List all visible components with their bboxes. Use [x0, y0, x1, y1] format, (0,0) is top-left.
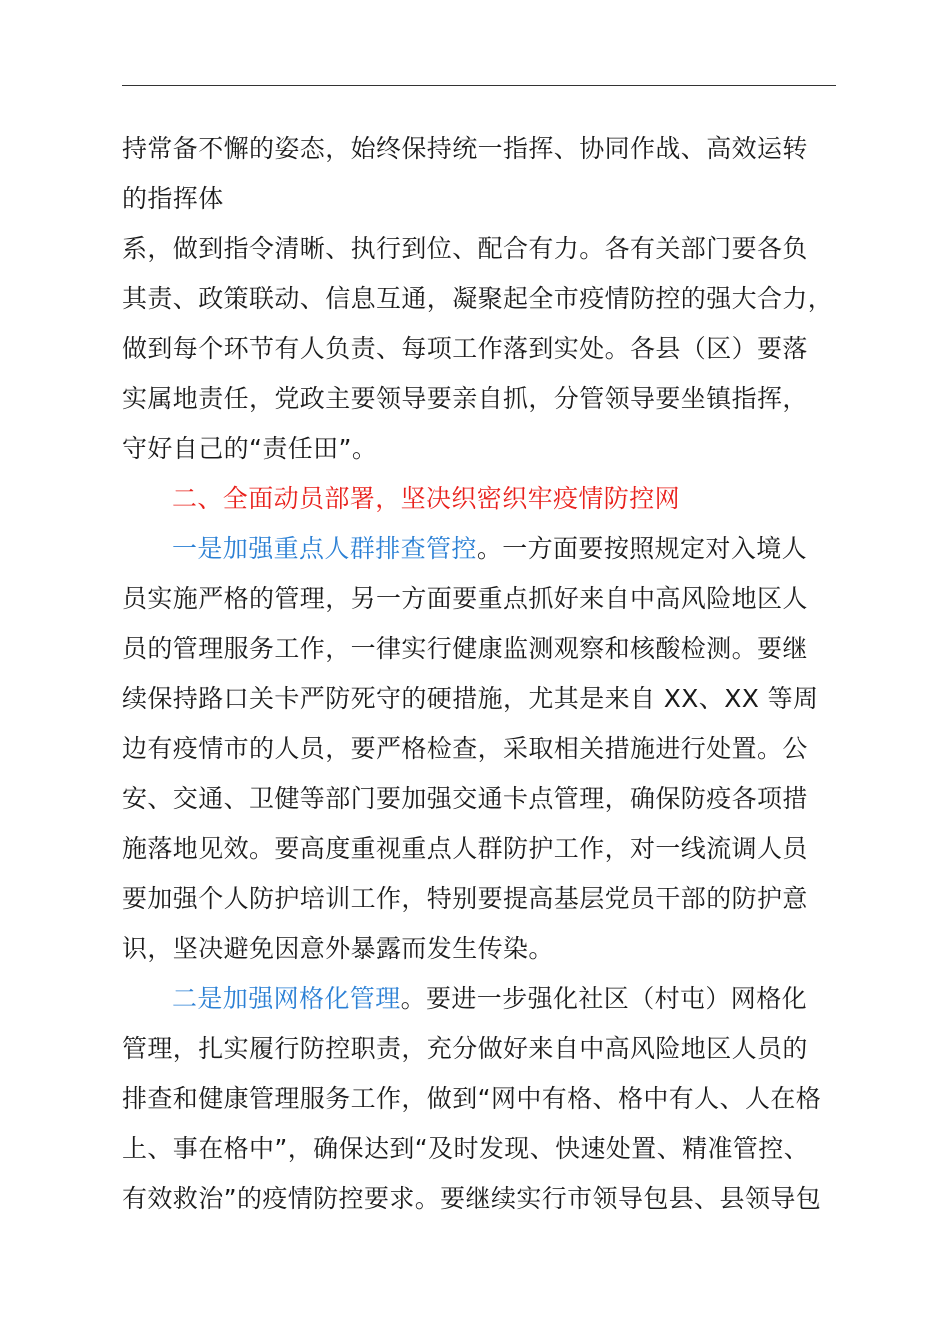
- body-line: 守好自己的“责任田”。: [122, 434, 378, 463]
- body-line: 持常备不懈的姿态，始终保持统一指挥、协同作战、高效运转: [122, 134, 808, 163]
- body-line: 实属地责任，党政主要领导要亲自抓，分管领导要坐镇指挥，: [122, 384, 808, 413]
- body-line: 系，做到指令清晰、执行到位、配合有力。各有关部门要各负: [122, 234, 808, 263]
- body-line: 边有疫情市的人员，要严格检查，采取相关措施进行处置。公: [122, 734, 808, 763]
- section-heading: 二、全面动员部署，坚决织密织牢疫情防控网: [172, 484, 681, 513]
- body-line: 的指挥体: [122, 184, 224, 213]
- body-line: 安、交通、卫健等部门要加强交通卡点管理，确保防疫各项措: [122, 784, 808, 813]
- body-line: 员实施严格的管理，另一方面要重点抓好来自中高风险地区人: [122, 584, 808, 613]
- body-line: 其责、政策联动、信息互通，凝聚起全市疫情防控的强大合力，: [122, 284, 834, 313]
- header-rule: [122, 85, 836, 86]
- body-line: 要加强个人防护培训工作，特别要提高基层党员干部的防护意: [122, 884, 808, 913]
- body-line: 续保持路口关卡严防死守的硬措施，尤其是来自 XX、XX 等周: [122, 684, 819, 713]
- body-line: 有效救治”的疫情防控要求。要继续实行市领导包县、县领导包: [122, 1184, 822, 1213]
- item2-title: 二是加强网格化管理: [172, 984, 401, 1013]
- body-line: 管理，扎实履行防控职责，充分做好来自中高风险地区人员的: [122, 1034, 808, 1063]
- item1-first-line-rest: 。一方面要按照规定对入境人: [476, 534, 808, 563]
- item1-title: 一是加强重点人群排查管控: [172, 534, 477, 563]
- item2-first-line-rest: 。要进一步强化社区（村屯）网格化: [400, 984, 808, 1013]
- paragraph-first-line: [172, 982, 912, 1016]
- body-line: 做到每个环节有人负责、每项工作落到实处。各县（区）要落: [122, 334, 808, 363]
- body-line: 施落地见效。要高度重视重点人群防护工作，对一线流调人员: [122, 834, 808, 863]
- body-line: 识，坚决避免因意外暴露而发生传染。: [122, 934, 554, 963]
- body-line: 排查和健康管理服务工作，做到“网中有格、格中有人、人在格: [122, 1084, 822, 1113]
- body-line: 员的管理服务工作，一律实行健康监测观察和核酸检测。要继: [122, 634, 808, 663]
- paragraph-first-line: [172, 532, 912, 566]
- body-line: 上、事在格中”，确保达到“及时发现、快速处置、精准管控、: [122, 1134, 810, 1163]
